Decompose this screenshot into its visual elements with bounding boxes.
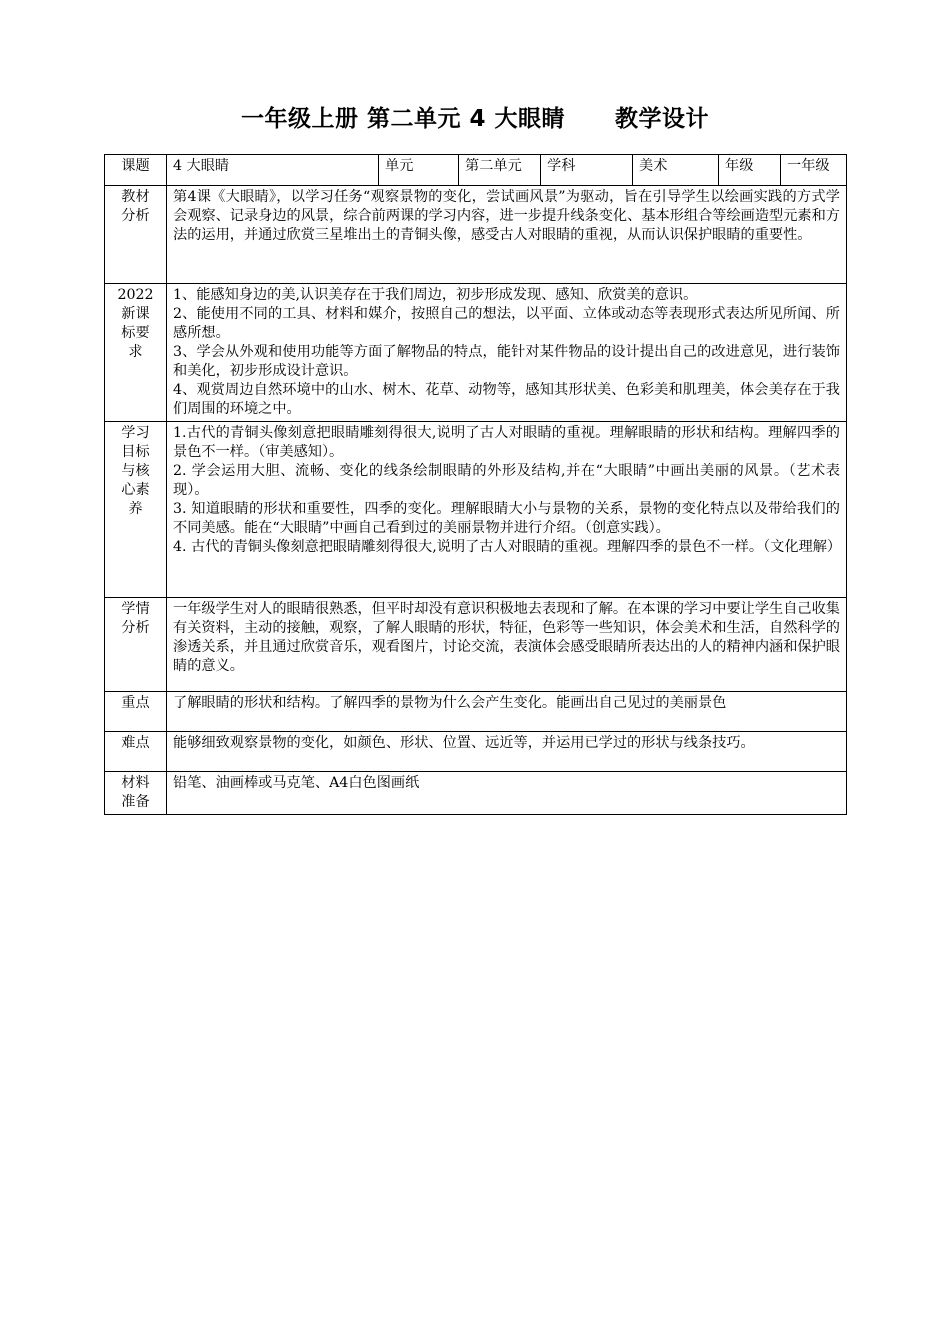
grade-value: 一年级	[781, 155, 847, 186]
material-analysis-row	[105, 186, 847, 284]
difficulties-row	[105, 732, 847, 772]
objective-item-1: 1.古代的青铜头像刻意把眼睛雕刻得很大,说明了古人对眼睛的重视。理解眼睛的形状和结构。理解四季的景色不一样。（审美感知）。	[173, 425, 840, 460]
standards-label: 2022 新课 标要 求	[105, 284, 167, 422]
grade-label: 年级	[719, 155, 781, 186]
page-title	[0, 100, 950, 133]
subject-value: 美术	[633, 155, 719, 186]
objectives-text	[167, 422, 847, 598]
standard-item-1: 1、能感知身边的美,认识美存在于我们周边，初步形成发现、感知、欣赏美的意识。	[173, 287, 698, 303]
standard-item-4: 4、观赏周边自然环境中的山水、树木、花草、动物等，感知其形状美、色彩美和肌理美，体会美存在于我们周围的环境之中。	[173, 382, 840, 417]
key-points-text: 了解眼睛的形状和结构。了解四季的景物为什么会产生变化。能画出自己见过的美丽景色	[167, 692, 847, 732]
student-analysis-row	[105, 598, 847, 692]
materials-label: 材料 准备	[105, 772, 167, 815]
objective-item-4: 4. 古代的青铜头像刻意把眼睛雕刻得很大,说明了古人对眼睛的重视。理解四季的景色不一样。（文化理解）	[173, 539, 842, 555]
student-analysis-label: 学情 分析	[105, 598, 167, 692]
objective-item-3: 3. 知道眼睛的形状和重要性，四季的变化。理解眼睛大小与景物的关系，景物的变化特点以及带给我们的不同美感。能在“大眼睛”中画自己看到过的美丽景物并进行介绍。（创意实践）。	[173, 501, 840, 536]
difficulties-text: 能够细致观察景物的变化，如颜色、形状、位置、远近等，并运用已学过的形状与线条技巧。	[167, 732, 847, 772]
unit-value: 第二单元	[459, 155, 541, 186]
objectives-row	[105, 422, 847, 598]
standards-row	[105, 284, 847, 422]
standard-item-3: 3、学会从外观和使用功能等方面了解物品的特点，能针对某件物品的设计提出自己的改进意见，进行装饰和美化，初步形成设计意识。	[173, 344, 840, 379]
standards-text	[167, 284, 847, 422]
objectives-label: 学习 目标 与核 心素 养	[105, 422, 167, 598]
key-points-label: 重点	[105, 692, 167, 732]
objective-item-2: 2. 学会运用大胆、流畅、变化的线条绘制眼睛的外形及结构,并在“大眼睛”中画出美丽的风景。（艺术表现）。	[173, 463, 840, 498]
lesson-plan-table	[104, 154, 847, 815]
materials-row	[105, 772, 847, 815]
difficulties-label: 难点	[105, 732, 167, 772]
header-row	[105, 155, 847, 186]
topic-label: 课题	[105, 155, 167, 186]
material-analysis-text: 第4课《大眼睛》，以学习任务“观察景物的变化，尝试画风景”为驱动，旨在引导学生以绘画实践的方式学会观察、记录身边的风景，综合前两课的学习内容，进一步提升线条变化、基本形组合等绘画造型元素和方法的运用，并通过欣赏三星堆出土的青铜头像，感受古人对眼睛的重视，从而认识保护眼睛的重要性。	[167, 186, 847, 284]
title-suffix: 教学设计	[615, 106, 710, 132]
material-analysis-label: 教材 分析	[105, 186, 167, 284]
unit-label: 单元	[379, 155, 459, 186]
standard-item-2: 2、能使用不同的工具、材料和媒介，按照自己的想法，以平面、立体或动态等表现形式表达所见所闻、所感所想。	[173, 306, 840, 341]
subject-label: 学科	[541, 155, 633, 186]
topic-value: 4 大眼睛	[167, 155, 379, 186]
student-analysis-text: 一年级学生对人的眼睛很熟悉，但平时却没有意识积极地去表现和了解。在本课的学习中要让学生自己收集有关资料，主动的接触，观察，了解人眼睛的形状，特征，色彩等一些知识，体会美术和生活，自然科学的渗透关系，并且通过欣赏音乐，观看图片，讨论交流，表演体会感受眼睛所表达出的人的精神内涵和保护眼睛的意义。	[167, 598, 847, 692]
materials-text: 铅笔、油画棒或马克笔、A4白色图画纸	[167, 772, 847, 815]
key-points-row	[105, 692, 847, 732]
title-main: 一年级上册 第二单元 4 大眼睛	[240, 106, 566, 132]
